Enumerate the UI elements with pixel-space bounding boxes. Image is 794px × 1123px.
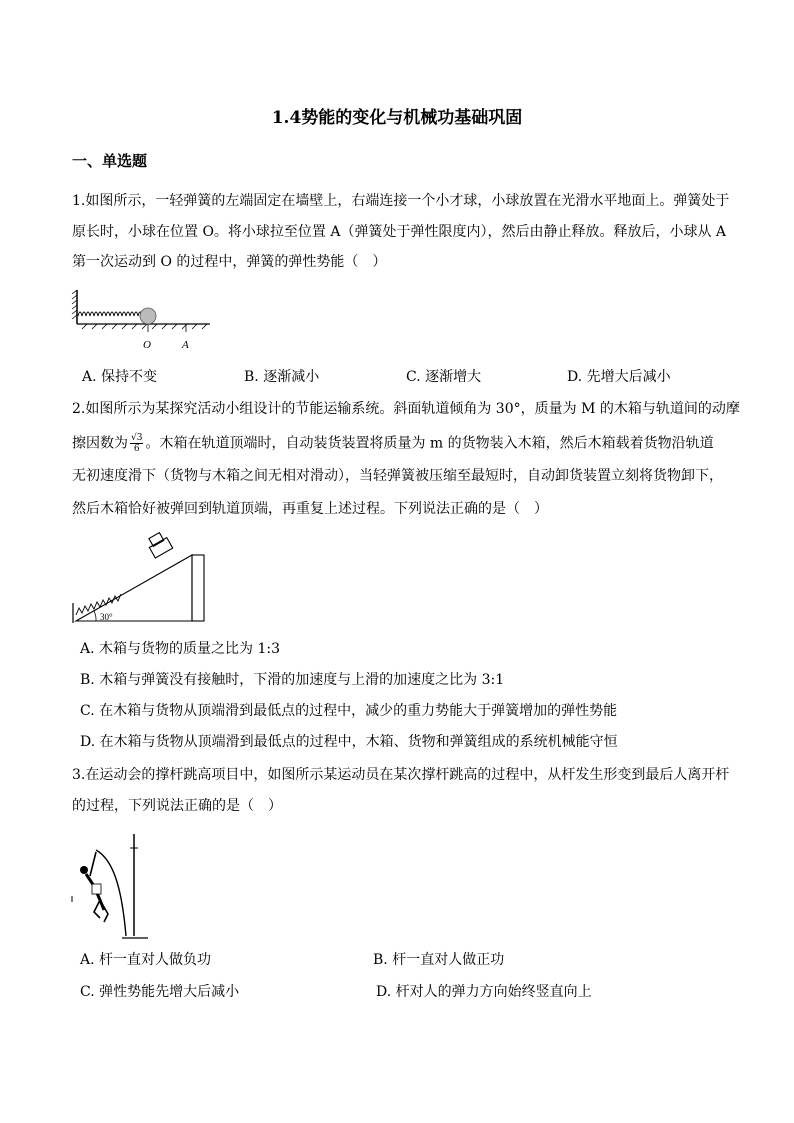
q2-text-line-2-post: 。木箱在轨道顶端时，自动装货装置将质量为 m 的货物装入木箱，然后木箱载着货物沿轨道 [145,435,714,452]
q3-option-d[interactable]: D. 杆对人的弹力方向始终竖直向上 [376,984,592,1000]
q2-text-line-3: 无初速度滑下（货物与木箱之间无相对滑动），当轻弹簧被压缩至最短时，自动卸货装置立刻将货物卸下， [72,468,723,484]
q3-pole-vault-figure [70,830,150,942]
q3-text-line-2: 的过程，下列说法正确的是（ ） [72,798,282,814]
q1-label-o: O [143,339,151,351]
q2-text-line-2-pre: 擦因数为 [72,435,128,452]
q1-option-a[interactable]: A. 保持不变 [82,369,158,385]
q2-text-line-1: 2.如图所示为某探究活动小组设计的节能运输系统。斜面轨道倾角为 30°，质量为 M 的木箱与轨道间的动摩 [72,401,740,417]
q1-option-c[interactable]: C. 逐渐增大 [406,369,482,385]
fraction-numerator: √3 [131,433,143,443]
q1-spring-figure [72,288,212,352]
q3-text-line-1: 3.在运动会的撑杆跳高项目中，如图所示某运动员在某次撑杆跳高的过程中，从杆发生形变到最后人离开杆 [72,767,730,783]
q2-option-a[interactable]: A. 木箱与货物的质量之比为 1:3 [80,641,280,657]
fraction-denominator: 6 [133,444,140,454]
q2-option-c[interactable]: C. 在木箱与货物从顶端滑到最低点的过程中，减少的重力势能大于弹簧增加的弹性势能 [80,703,618,719]
q3-option-c[interactable]: C. 弹性势能先增大后减小 [80,984,240,1000]
q2-angle-label: 30° [100,612,113,622]
q2-text-line-4: 然后木箱恰好被弹回到轨道顶端，再重复上述过程。下列说法正确的是（ ） [72,501,548,517]
q1-text-line-3: 第一次运动到 O 的过程中，弹簧的弹性势能（ ） [72,254,387,270]
q3-option-a[interactable]: A. 杆一直对人做负功 [80,952,212,968]
q3-option-b[interactable]: B. 杆一直对人做正功 [373,952,505,968]
q1-label-a: A [182,339,189,351]
q2-text-line-2 [72,433,714,454]
section-heading: 一、单选题 [72,152,148,170]
q2-option-b[interactable]: B. 木箱与弹簧没有接触时，下滑的加速度与上滑的加速度之比为 3:1 [80,672,505,688]
q1-option-d[interactable]: D. 先增大后减小 [567,369,671,385]
q1-text-line-1: 1.如图所示，一轻弹簧的左端固定在墙壁上，右端连接一个小才球，小球放置在光滑水平地面上。弹簧处于 [72,193,730,209]
q2-option-d[interactable]: D. 在木箱与货物从顶端滑到最低点的过程中，木箱、货物和弹簧组成的系统机械能守恒 [80,734,618,750]
friction-coefficient-fraction [130,433,143,454]
q1-option-b[interactable]: B. 逐渐减小 [244,369,320,385]
page-title: 1.4势能的变化与机械功基础巩固 [271,108,523,128]
q2-incline-figure [72,533,212,625]
q1-text-line-2: 原长时，小球在位置 O。将小球拉至位置 A（弹簧处于弹性限度内），然后由静止释放。释放后，小球从 A [72,224,727,240]
